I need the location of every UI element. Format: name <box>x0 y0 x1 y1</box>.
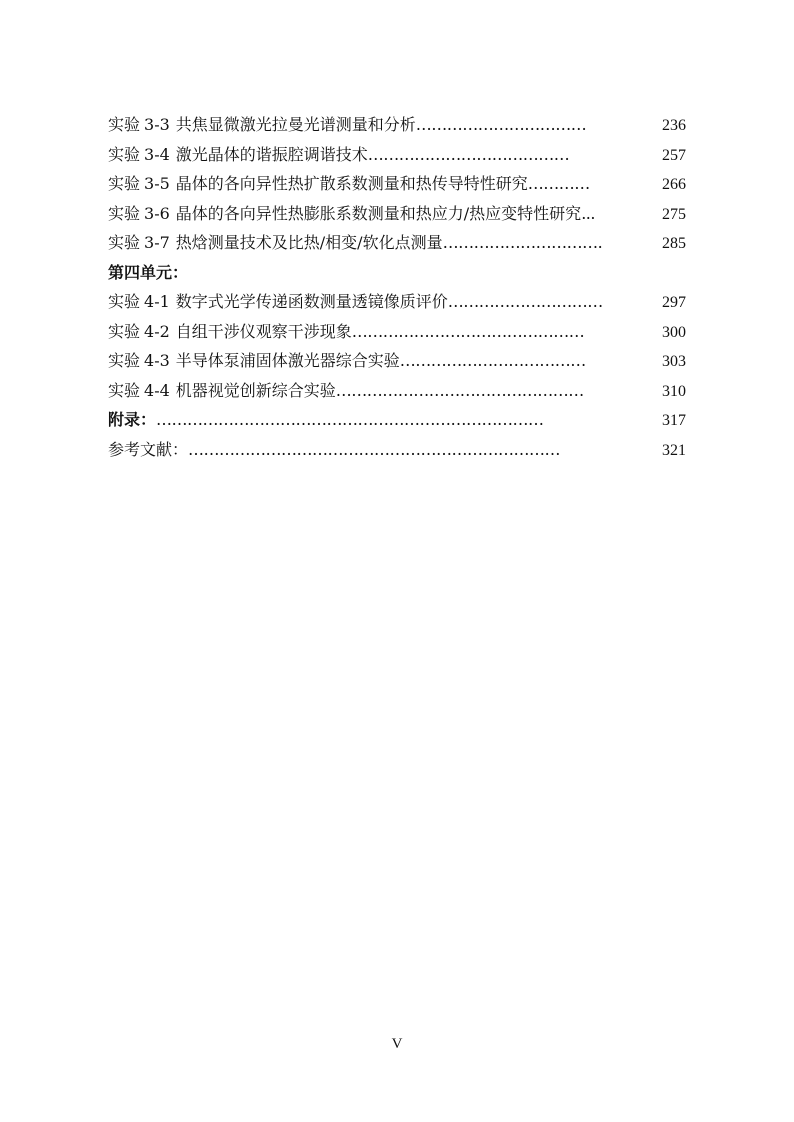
toc-entry-page: 236 <box>662 117 686 134</box>
toc-entry-title: 晶体的各向异性热扩散系数测量和热传导特性研究 <box>175 174 528 193</box>
toc-entry-number: 3-5 <box>144 174 170 193</box>
toc-leader-dots: ………………………………………… <box>335 380 584 400</box>
toc-entry-page: 285 <box>662 235 686 252</box>
toc-entry-prefix: 实验 <box>108 203 141 223</box>
toc-entry-title: 附录： <box>108 410 157 429</box>
toc-entry-3-6[interactable] <box>108 199 686 229</box>
toc-entry-number: 3-6 <box>144 203 170 223</box>
toc-entry-prefix: 实验 <box>108 292 141 311</box>
toc-leader-dots: ... <box>581 203 595 223</box>
toc-entry-title: 参考文献： <box>108 439 189 459</box>
toc-entry-page: 317 <box>662 412 686 429</box>
toc-entry-title: 半导体泵浦固体激光器综合实验 <box>175 351 400 370</box>
toc-entry-number: 3-3 <box>144 115 170 134</box>
toc-entry-4-3[interactable] <box>108 346 686 376</box>
toc-entry-page: 275 <box>662 205 686 223</box>
toc-entry-number: 4-1 <box>144 292 170 311</box>
toc-entry-prefix: 实验 <box>108 351 141 370</box>
toc-leader-dots: ……………………………………… <box>351 321 585 341</box>
toc-entry-page: 303 <box>662 353 686 370</box>
toc-entry-prefix: 实验 <box>108 144 141 164</box>
toc-entry-number: 4-4 <box>144 380 170 400</box>
toc-leader-dots: …………………………. <box>442 233 603 252</box>
toc-entry-prefix: 实验 <box>108 321 141 341</box>
toc-entry-3-4[interactable] <box>108 140 686 170</box>
toc-entry-title: 共焦显微激光拉曼光谱测量和分析 <box>175 115 416 134</box>
toc-entry-page: 300 <box>662 323 686 341</box>
toc-entry-3-3[interactable] <box>108 110 686 140</box>
toc-entry-title: 数字式光学传递函数测量透镜像质评价 <box>175 292 448 311</box>
toc-entry-title: 激光晶体的谐振腔调谐技术 <box>175 144 368 164</box>
toc-leader-dots: ………………………… <box>447 292 603 311</box>
page-number: V <box>391 1036 403 1052</box>
toc-entry-title: 热焓测量技术及比热/相变/软化点测量 <box>175 233 443 252</box>
toc-entry-number: 4-3 <box>144 351 170 370</box>
toc-entry-4-4[interactable] <box>108 376 686 406</box>
toc-entry-title: 自组干涉仪观察干涉现象 <box>175 321 352 341</box>
toc-entry-page: 321 <box>662 441 686 459</box>
toc-entry-3-7[interactable] <box>108 228 686 258</box>
toc-entry-4-1[interactable] <box>108 287 686 317</box>
toc-entry-page: 266 <box>662 176 686 193</box>
toc-entry-prefix: 实验 <box>108 380 141 400</box>
toc-entry-3-5[interactable] <box>108 169 686 199</box>
toc-entry-page: 297 <box>662 294 686 311</box>
toc-entry-number: 4-2 <box>144 321 170 341</box>
toc-entry-prefix: 实验 <box>108 174 141 193</box>
unit-4-heading: 第四单元： <box>108 262 189 282</box>
toc-entry-4-2[interactable] <box>108 317 686 347</box>
toc-entry-page: 257 <box>662 146 686 164</box>
toc-leader-dots: ………………………………… <box>367 144 570 164</box>
toc-leader-dots: ……………………………………………………………… <box>188 439 561 459</box>
toc-leader-dots: ………………………………………………………………… <box>156 410 544 429</box>
toc-entry-prefix: 实验 <box>108 115 141 134</box>
toc-entry-page: 310 <box>662 382 686 400</box>
toc-leader-dots: …………………………… <box>415 115 587 134</box>
toc-leader-dots: ……………………………… <box>399 351 586 370</box>
toc-entry-title: 晶体的各向异性热膨胀系数测量和热应力/热应变特性研究 <box>175 203 582 223</box>
toc-entry-prefix: 实验 <box>108 233 141 252</box>
toc-leader-dots: ………… <box>527 174 590 193</box>
toc-entry-number: 3-4 <box>144 144 170 164</box>
toc-entry-references[interactable] <box>108 435 686 465</box>
table-of-contents <box>108 110 686 464</box>
toc-entry-number: 3-7 <box>144 233 170 252</box>
toc-entry-appendix[interactable] <box>108 405 686 435</box>
toc-entry-title: 机器视觉创新综合实验 <box>175 380 336 400</box>
